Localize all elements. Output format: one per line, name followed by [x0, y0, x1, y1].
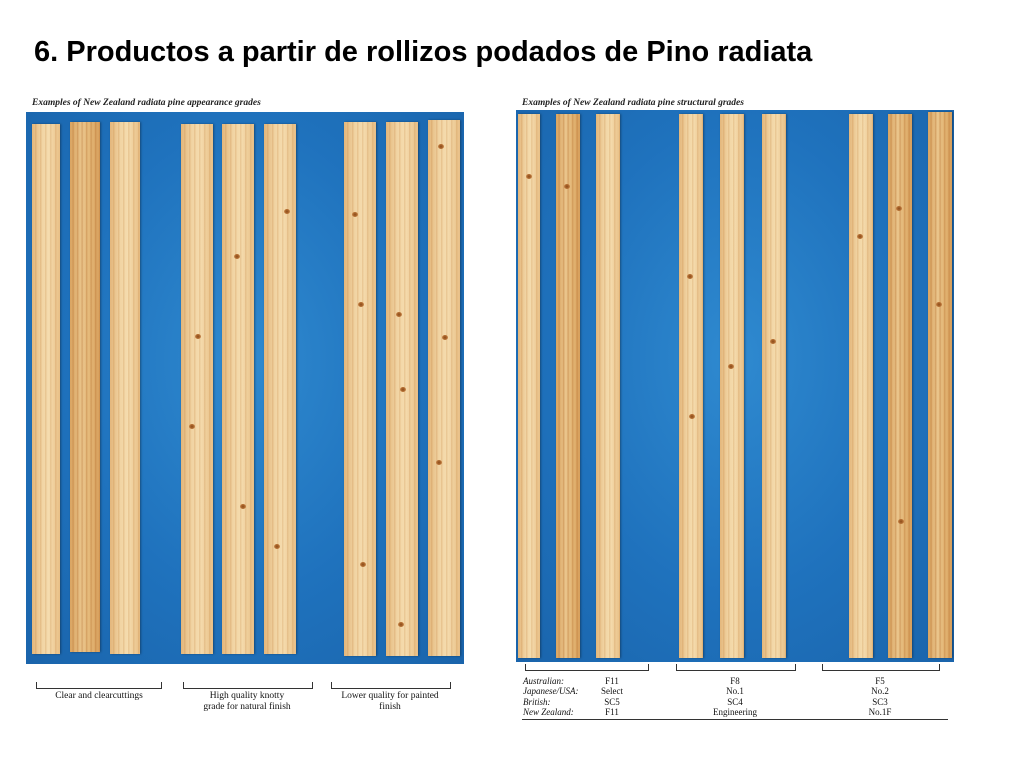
board	[720, 114, 744, 658]
knot	[396, 312, 402, 317]
grade-bracket	[183, 682, 313, 689]
board	[762, 114, 786, 658]
knot	[400, 387, 406, 392]
structural-grades-photo	[516, 110, 954, 662]
grade-value: No.1	[726, 686, 744, 696]
knot	[442, 335, 448, 340]
knot	[195, 334, 201, 339]
board	[344, 122, 376, 656]
knot	[234, 254, 240, 259]
grade-value: No.2	[871, 686, 889, 696]
table-bottom-rule	[522, 719, 948, 720]
grade-label-line: High quality knotty	[209, 691, 285, 701]
board	[679, 114, 703, 658]
grade-bracket	[331, 682, 451, 689]
board	[518, 114, 540, 658]
appearance-grades-caption: Examples of New Zealand radiata pine appearance grades	[32, 98, 261, 108]
grade-label-line: grade for natural finish	[203, 702, 291, 712]
grade-bracket	[36, 682, 162, 689]
grade-label-line: finish	[379, 702, 401, 712]
board	[110, 122, 140, 654]
board	[556, 114, 580, 658]
board	[888, 114, 912, 658]
knot	[936, 302, 942, 307]
board	[181, 124, 213, 654]
knot	[436, 460, 442, 465]
slide-title: 6. Productos a partir de rollizos podados de Pino radiata	[34, 36, 813, 68]
grade-value: SC4	[727, 697, 743, 707]
grade-label-painted	[328, 691, 452, 713]
grade-value: Engineering	[713, 707, 757, 717]
knot	[689, 414, 695, 419]
knot	[438, 144, 444, 149]
knot	[284, 209, 290, 214]
grade-value: F8	[730, 676, 740, 686]
standard-key-new-zealand: New Zealand:	[523, 707, 574, 717]
grade-value: F11	[605, 676, 619, 686]
knot	[898, 519, 904, 524]
knot	[352, 212, 358, 217]
board	[849, 114, 873, 658]
knot	[896, 206, 902, 211]
grade-bracket	[525, 664, 649, 671]
board	[596, 114, 620, 658]
grade-label-knotty	[180, 691, 314, 713]
board	[264, 124, 296, 654]
structural-grades-caption: Examples of New Zealand radiata pine structural grades	[522, 98, 744, 108]
knot	[687, 274, 693, 279]
grade-bracket	[676, 664, 796, 671]
grade-value: SC3	[872, 697, 888, 707]
board	[222, 124, 254, 654]
board	[386, 122, 418, 656]
knot	[274, 544, 280, 549]
board	[428, 120, 460, 656]
grade-bracket	[822, 664, 940, 671]
standard-key-australian: Australian:	[523, 676, 565, 686]
standard-key-british: British:	[523, 697, 551, 707]
grade-value: SC5	[604, 697, 620, 707]
grade-label-clear	[36, 691, 162, 702]
knot	[564, 184, 570, 189]
knot	[360, 562, 366, 567]
grade-value: Select	[601, 686, 623, 696]
standard-key-japanese-usa: Japanese/USA:	[523, 686, 579, 696]
grade-value: No.1F	[868, 707, 892, 717]
board	[32, 124, 60, 654]
board	[70, 122, 100, 652]
grade-label-line: Lower quality for painted	[341, 691, 439, 701]
grade-label-line: Clear and clearcuttings	[55, 691, 143, 701]
knot	[857, 234, 863, 239]
knot	[728, 364, 734, 369]
knot	[526, 174, 532, 179]
grade-value: F11	[605, 707, 619, 717]
grade-value: F5	[875, 676, 885, 686]
knot	[189, 424, 195, 429]
appearance-grades-photo	[26, 112, 464, 664]
knot	[240, 504, 246, 509]
knot	[770, 339, 776, 344]
knot	[398, 622, 404, 627]
knot	[358, 302, 364, 307]
board	[928, 112, 952, 658]
